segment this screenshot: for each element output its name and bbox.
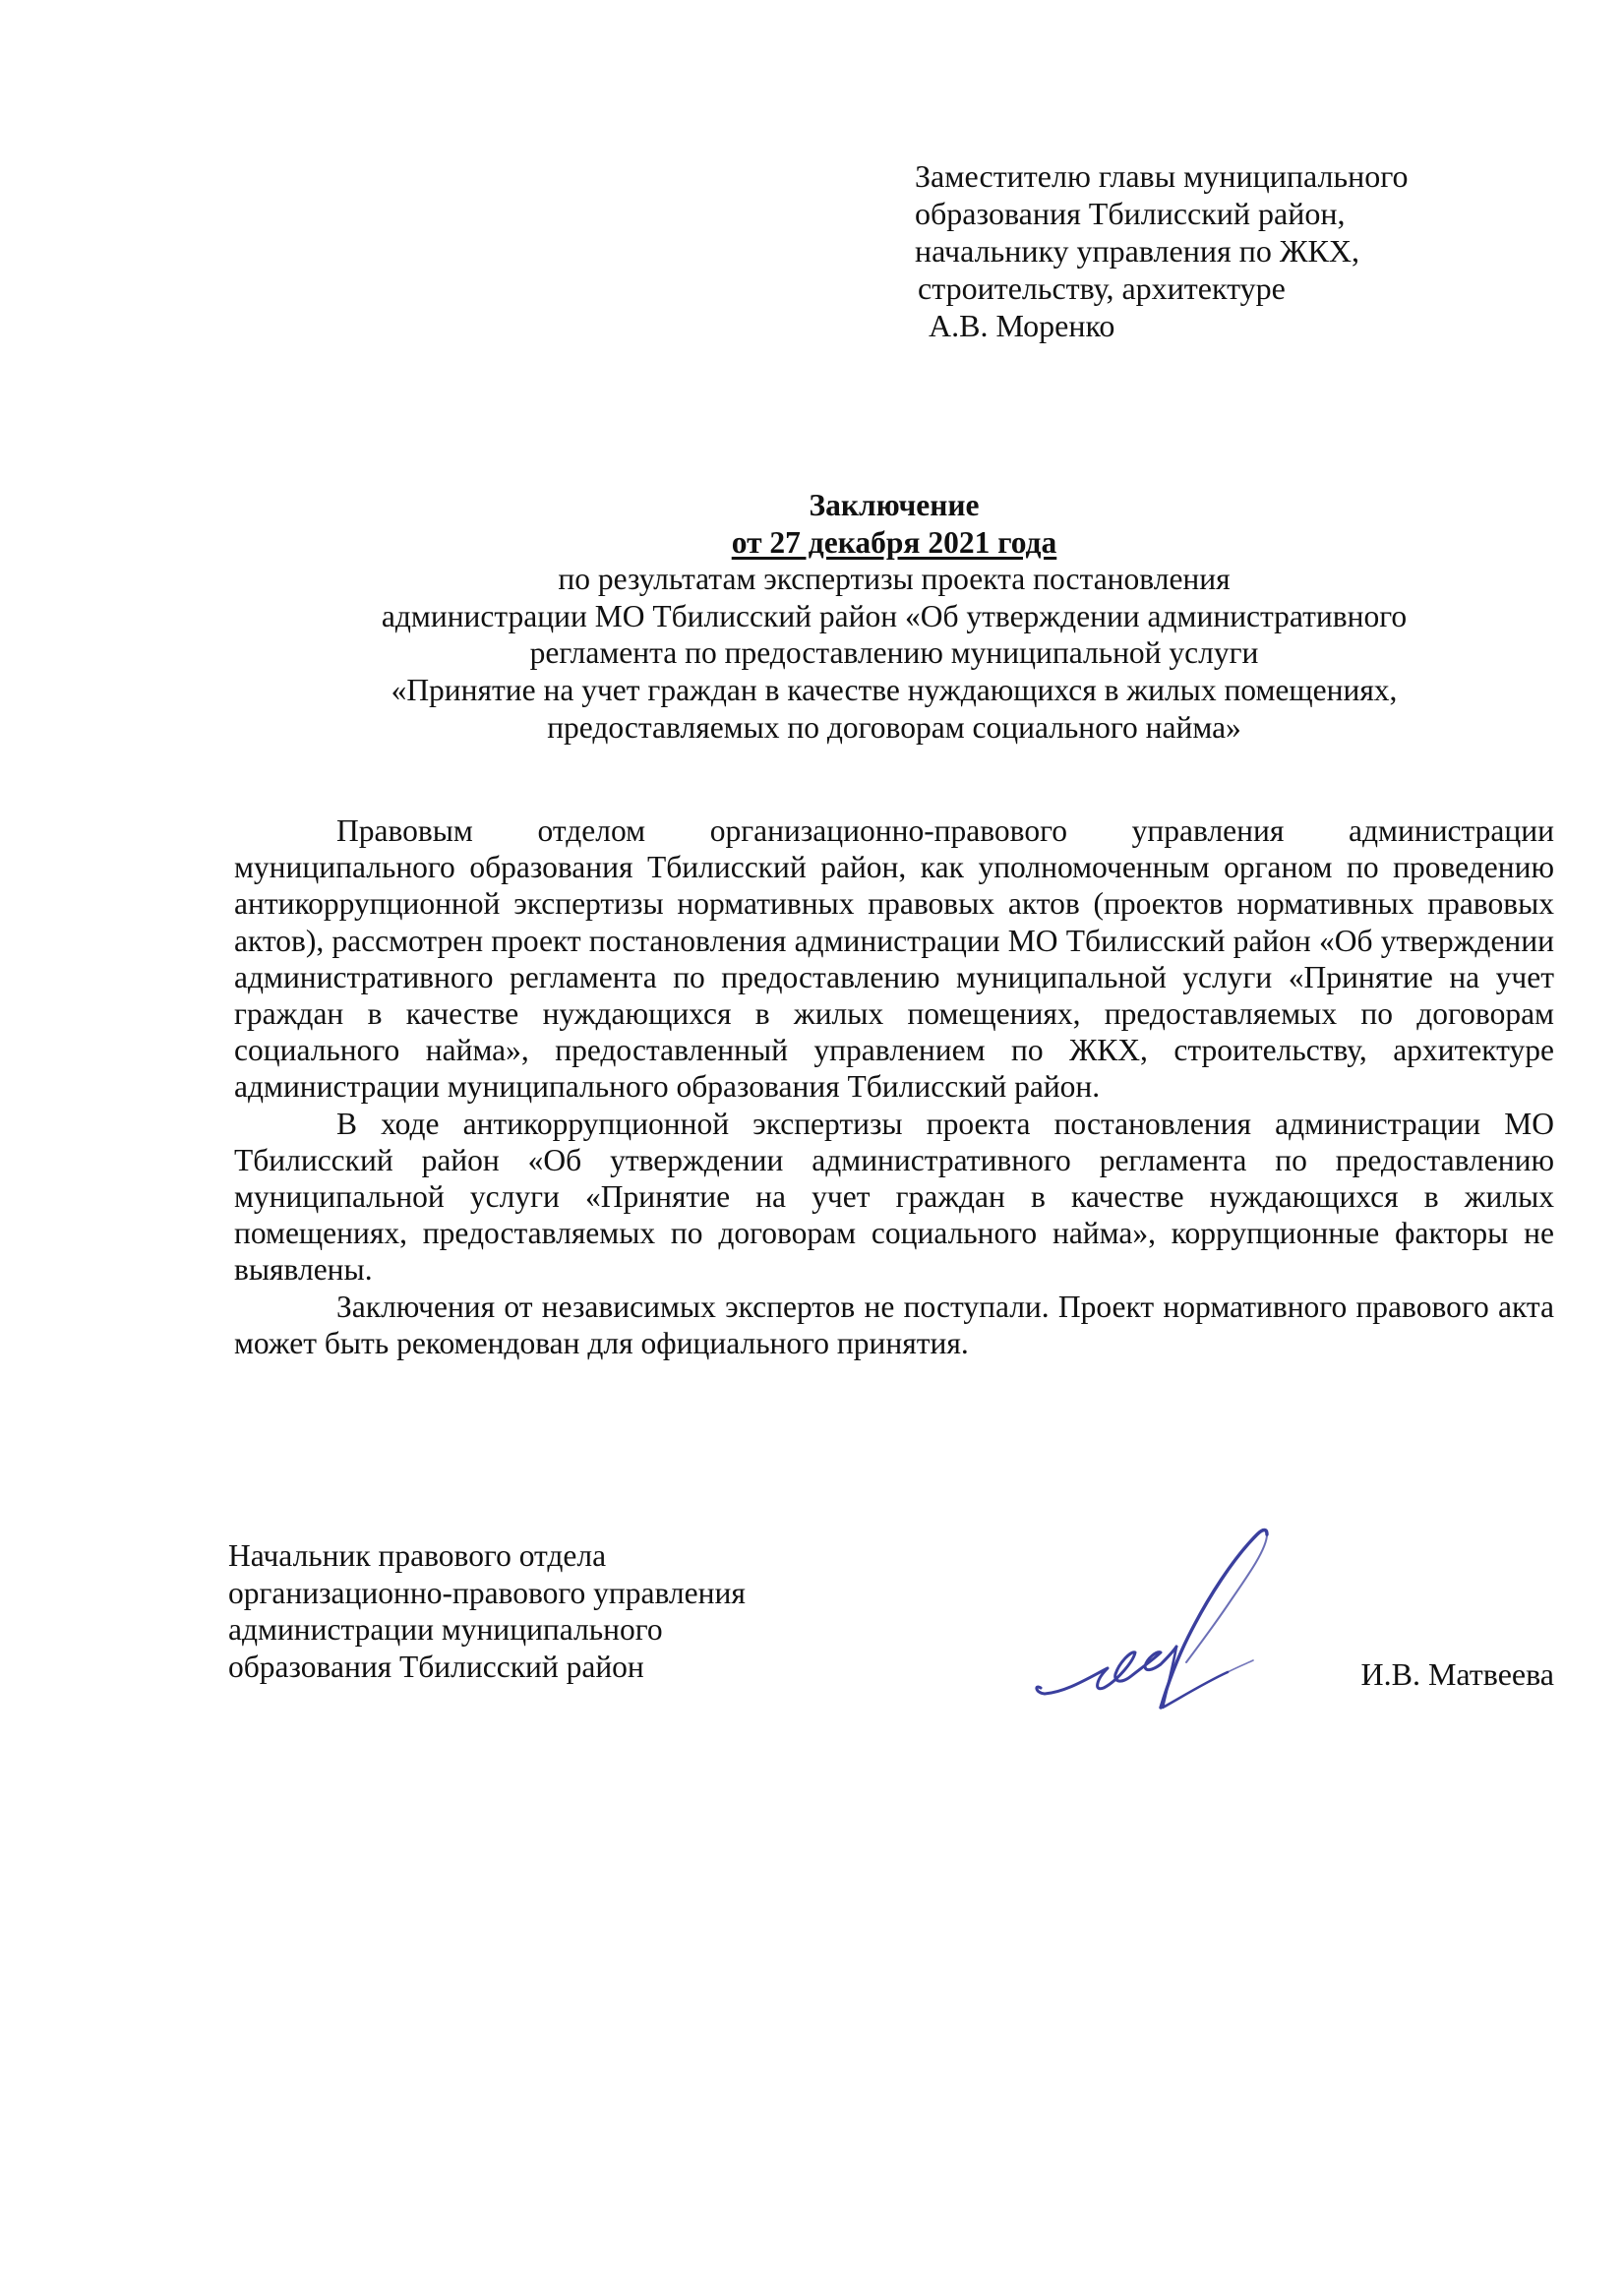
signatory-position-line: образования Тбилисский район <box>228 1649 644 1684</box>
addressee-name: А.В. Моренко <box>929 308 1115 343</box>
body-paragraph: Заключения от независимых экспертов не поступали. Проект нормативного правового акта может быть рекомендован для официального принятия. <box>234 1289 1554 1360</box>
heading-subtitle-line: по результатам экспертизы проекта постановления <box>558 562 1231 597</box>
heading-subtitle-line: предоставляемых по договорам социального найма» <box>547 709 1241 745</box>
document-title: Заключение <box>809 488 980 522</box>
signature-stroke <box>1161 1531 1267 1709</box>
handwritten-signature <box>1013 1515 1289 1731</box>
signatory-position-line: организационно-правового управления <box>228 1575 746 1610</box>
signature-stroke <box>1186 1534 1267 1662</box>
heading-subtitle-line: администрации МО Тбилисский район «Об утверждении административного <box>381 598 1408 633</box>
body-paragraph: Правовым отделом организационно-правового управления администрации муниципального образования Тбилисский район, как уполномоченным органом по проведению антикоррупционной экспертизы нормативных правовых актов (проектов нормативных правовых актов), рассмотрен проект постановления администрации МО Тбилисский район «Об утверждении административного регламента по предоставлению муниципальной услуги «Принятие на учет граждан в качестве нуждающихся в жилых помещениях, предоставляемых по договорам социального найма», предоставленный управлением по ЖКХ, строительству, архитектуре администрации муниципального образования Тбилисский район. <box>234 813 1554 1105</box>
body-paragraph: В ходе антикоррупционной экспертизы проекта постановления администрации МО Тбилисский район «Об утверждении административного регламента по предоставлению муниципальной услуги «Принятие на учет граждан в качестве нуждающихся в жилых помещениях, предоставляемых по договорам социального найма», коррупционные факторы не выявлены. <box>234 1106 1554 1288</box>
document-heading <box>234 487 1554 746</box>
document-body <box>234 812 1554 1361</box>
addressee-block <box>915 157 1544 344</box>
addressee-line: строительству, архитектуре <box>918 270 1286 306</box>
signatory-position-line: Начальник правового отдела <box>228 1538 607 1573</box>
signatory-position <box>228 1537 936 1685</box>
addressee-line: образования Тбилисский район, <box>915 196 1346 231</box>
document-date: от 27 декабря 2021 года <box>731 524 1057 560</box>
addressee-line: начальнику управления по ЖКХ, <box>915 233 1359 269</box>
addressee-line: Заместителю главы муниципального <box>915 158 1409 194</box>
signer-name: И.В. Матвеева <box>1360 1656 1554 1692</box>
heading-subtitle-line: «Принятие на учет граждан в качестве нуждающихся в жилых помещениях, <box>391 672 1398 707</box>
heading-subtitle-line: регламента по предоставлению муниципальной услуги <box>529 635 1259 671</box>
signatory-position-line: администрации муниципального <box>228 1612 663 1648</box>
signature-stroke <box>1228 1660 1253 1672</box>
signature-stroke <box>1037 1647 1176 1694</box>
